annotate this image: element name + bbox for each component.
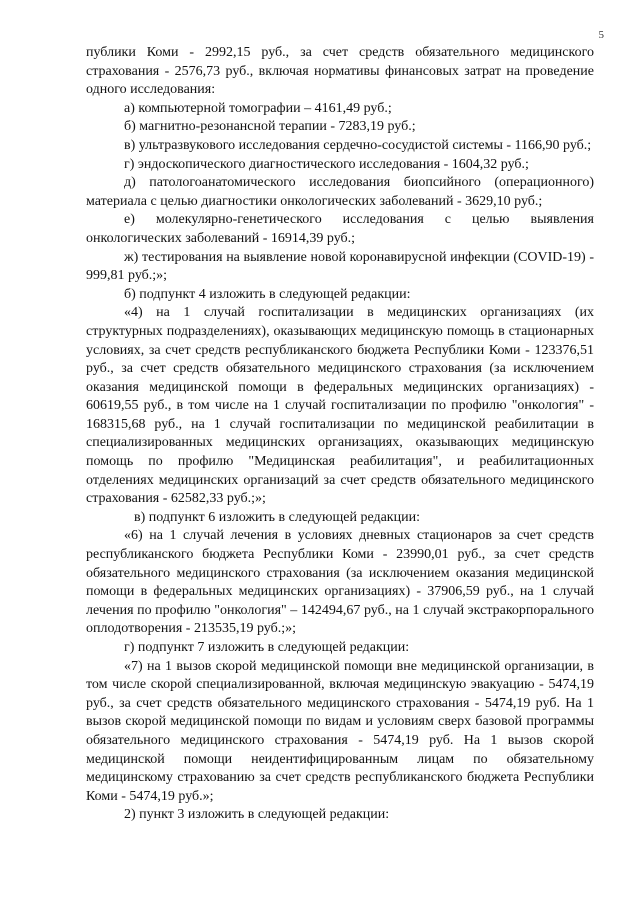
amendment-instruction-7: г) подпункт 7 изложить в следующей редакции: [124, 640, 410, 655]
amendment-instruction-point-3: 2) пункт 3 изложить в следующей редакции: [124, 807, 390, 823]
page-number: 5 [598, 29, 604, 41]
list-item-zh: ж) тестирования на выявление новой коронавирусной инфекции (COVID-19) - 999,81 руб.;»; [86, 249, 594, 284]
document-body [86, 44, 594, 825]
amendment-instruction-4: б) подпункт 4 изложить в следующей редакции: [124, 286, 411, 302]
list-item-e: е) молекулярно-генетического исследования с целью выявления онкологических заболеваний - 16914,39 руб.; [86, 212, 594, 246]
list-item-g: г) эндоскопического диагностического исследования - 1604,32 руб.; [124, 156, 529, 172]
amendment-instruction-6: в) подпункт 6 изложить в следующей редакции: [134, 509, 420, 525]
paragraph-continuation: публики Коми - 2992,15 руб., за счет средств обязательного медицинского страхования - 2576,73 руб., включая нормативы финансовых затрат на проведение одного исследования: [86, 45, 594, 98]
amendment-text-7: «7) на 1 вызов скорой медицинской помощи вне медицинской организации, в том числе скорой специализированной, включая медицинскую эвакуацию - 5474,19 руб., за счет средств обязательного медицинского страхования - 5474,19 руб. На 1 вызов скорой медицинской помощи по видам и условиям сверх базовой программы обязательного медицинского страхования - 5474,19 руб. На 1 вызов скорой медицинской помощи неидентифицированным лицам по обязательному медицинскому страхованию за счет средств республиканского бюджета Республики Коми - 5474,19 руб.»; [86, 658, 594, 804]
amendment-text-6: «6) на 1 случай лечения в условиях дневных стационаров за счет средств республиканского бюджета Республики Коми - 23990,01 руб., за счет средств обязательного медицинского страхования (за исключением оказания медицинской помощи в федеральных медицинских организациях) - 37906,59 руб., на 1 случай лечения по профилю "онкология" – 142494,67 руб., на 1 случай экстракорпорального оплодотворения - 213535,19 руб.;»; [86, 528, 594, 637]
list-item-d: д) патологоанатомического исследования биопсийного (операционного) материала с целью диагностики онкологических заболеваний - 3629,10 руб.; [86, 175, 594, 209]
amendment-text-4: «4) на 1 случай госпитализации в медицинских организациях (их структурных подразделениях), оказывающих медицинскую помощь в стационарных условиях, за счет средств республиканского бюджета Республики Коми - 123376,51 руб., за счет средств обязательного медицинского страхования (за исключением оказания медицинской помощи в федеральных медицинских организациях) - 60619,55 руб., в том числе на 1 случай госпитализации по профилю "онкология" - 168315,68 руб., на 1 случай госпитализации по медицинской реабилитации в специализированных медицинских организациях, оказывающих медицинскую помощь по профилю "Медицинская реабилитация", и реабилитационных отделениях медицинских организаций за счет средств обязательного медицинского страхования - 62582,33 руб.;»; [86, 305, 594, 507]
list-item-b: б) магнитно-резонансной терапии - 7283,19 руб.; [124, 119, 416, 135]
list-item-v: в) ультразвукового исследования сердечно-сосудистой системы - 1166,90 руб.; [124, 137, 592, 153]
list-item-a: а) компьютерной томографии – 4161,49 руб.; [124, 100, 392, 116]
